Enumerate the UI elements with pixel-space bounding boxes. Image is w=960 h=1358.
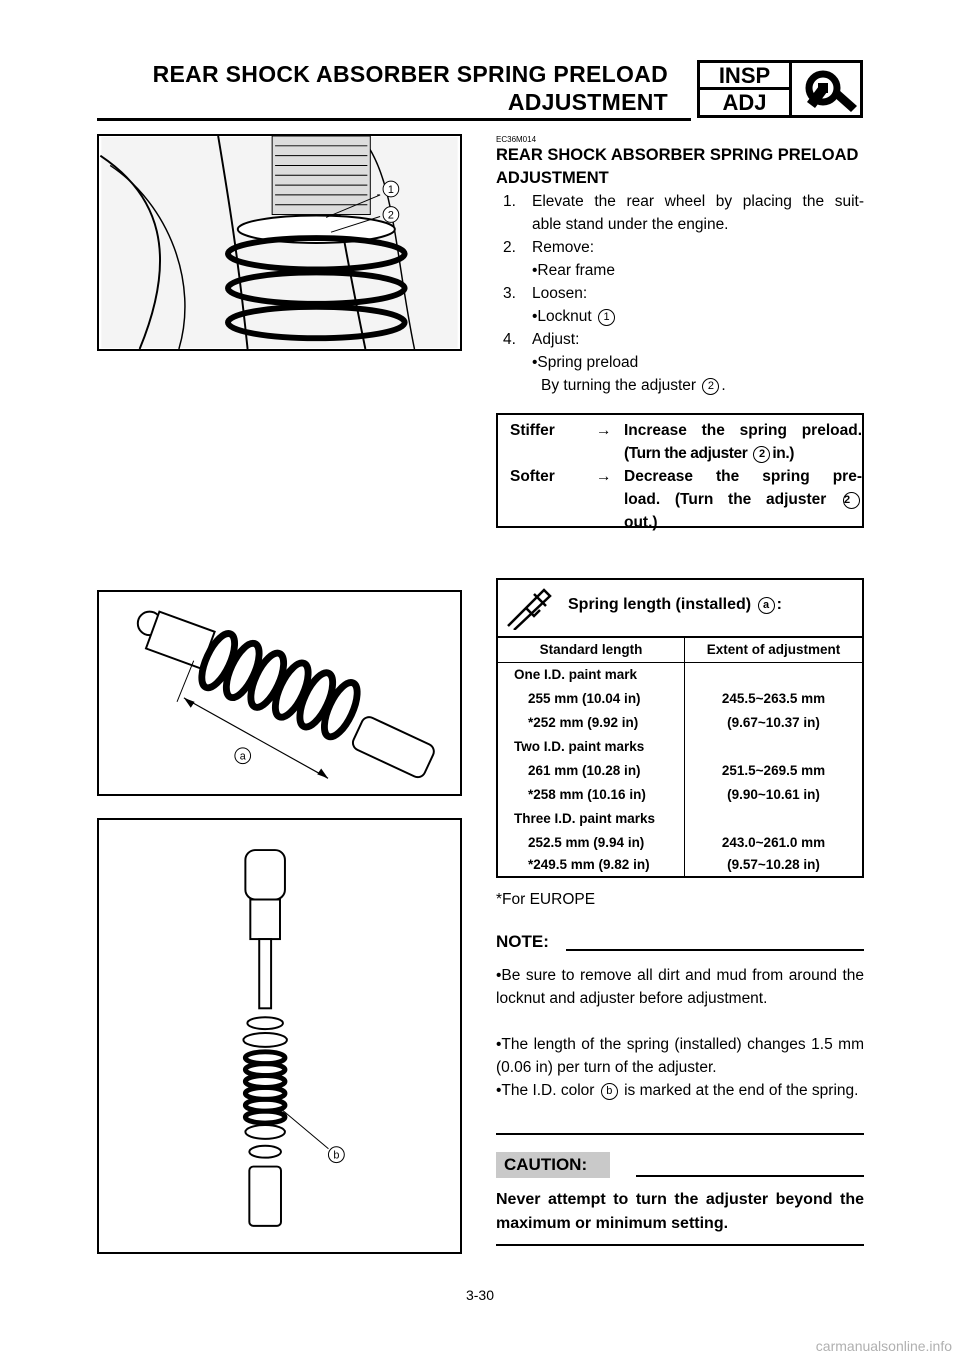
spec-row-left: *249.5 mm (9.82 in) — [528, 857, 650, 872]
page-number: 3-30 — [465, 1287, 495, 1303]
ref-1: 1 — [598, 309, 615, 326]
softer-label: Softer — [510, 468, 555, 485]
step-4-sub2: By turning the adjuster 2 . — [541, 377, 726, 394]
figure-shock-exploded — [97, 818, 462, 1254]
spec-row-left: Three I.D. paint marks — [514, 811, 656, 826]
callout-2: 2 — [387, 209, 394, 222]
callout-b: b — [333, 1149, 340, 1162]
figure-shock-length — [97, 590, 462, 796]
header-rule — [97, 118, 691, 121]
section-title: REAR SHOCK ABSORBER SPRING PRELOAD ADJUSTMENT — [496, 146, 859, 187]
step-2-text: Remove: — [532, 239, 595, 256]
spec-row-left: Two I.D. paint marks — [514, 739, 645, 754]
spec-title: Spring length (installed) a : — [568, 596, 782, 613]
step-4-num: 4. — [503, 331, 516, 348]
spec-row-left: 261 mm (10.28 in) — [528, 763, 641, 778]
header-title-line1: REAR SHOCK ABSORBER SPRING PRELOAD — [152, 61, 668, 87]
softer-desc-3: out.) — [624, 514, 658, 531]
step-3-text: Loosen: — [532, 285, 588, 302]
section-badge — [697, 60, 863, 118]
note-rule — [566, 949, 864, 951]
section-code: EC36M014 — [496, 135, 537, 144]
ref-2: 2 — [702, 378, 719, 395]
caliper-icon — [504, 586, 556, 630]
note-bullet-3: •The I.D. color b is marked at the end of the spring. — [496, 1082, 859, 1099]
spec-row-right: 245.5~263.5 mm — [721, 691, 826, 706]
caution-text: Never attempt to turn the adjuster beyond the maximum or minimum setting. — [496, 1191, 864, 1232]
note-heading: NOTE: — [496, 932, 549, 951]
adjustment-direction-box — [496, 413, 864, 531]
footnote-europe: *For EUROPE — [496, 891, 596, 908]
step-1-text2: able stand under the engine. — [532, 216, 729, 233]
arrow-icon: → — [596, 468, 612, 485]
footer-watermark: carmanualsonline.info — [815, 1338, 952, 1354]
caution-heading: CAUTION: — [496, 1152, 610, 1178]
header-title-line2: ADJUSTMENT — [507, 89, 668, 115]
stiffer-desc-1: Increase the spring preload. — [624, 422, 862, 439]
step-1-num: 1. — [503, 193, 516, 210]
callout-1: 1 — [387, 183, 394, 196]
callout-a: a — [239, 750, 246, 763]
step-3-sub: •Locknut 1 — [532, 305, 617, 328]
spec-row-left: One I.D. paint mark — [514, 667, 638, 682]
note-bullet-2: •The length of the spring (installed) changes 1.5 mm (0.06 in) per turn of the adjuster. — [496, 1036, 864, 1076]
ref-b: b — [601, 1083, 618, 1100]
note-bullet-1: •Be sure to remove all dirt and mud from around the locknut and adjuster before adjustment. — [496, 967, 864, 1007]
spec-row-right: (9.57~10.28 in) — [727, 857, 820, 872]
step-1-text: Elevate the rear wheel by placing the suit- — [532, 193, 864, 210]
step-2-num: 2. — [503, 239, 516, 256]
softer-desc-2: load. (Turn the adjuster 2 — [624, 488, 862, 511]
arrow-icon: → — [596, 422, 612, 439]
spec-row-left: *252 mm (9.92 in) — [528, 715, 639, 730]
spring-length-spec-table — [496, 578, 864, 878]
note-end-rule — [496, 1133, 864, 1135]
spec-row-left: 255 mm (10.04 in) — [528, 691, 641, 706]
spec-row-left: 252.5 mm (9.94 in) — [528, 835, 645, 850]
spec-row-right: 243.0~261.0 mm — [721, 835, 826, 850]
col-extent-adjustment: Extent of adjustment — [706, 642, 841, 657]
step-4-text: Adjust: — [532, 331, 580, 348]
stiffer-desc-2: (Turn the adjuster 2 in.) — [624, 445, 794, 462]
step-4-sub: •Spring preload — [532, 354, 639, 371]
spec-row-right: 251.5~269.5 mm — [721, 763, 826, 778]
badge-insp: INSP — [700, 63, 789, 90]
figure-shock-top — [97, 134, 462, 351]
badge-adj: ADJ — [722, 90, 767, 115]
spec-row-right: (9.67~10.37 in) — [727, 715, 820, 730]
stiffer-label: Stiffer — [510, 422, 555, 439]
col-standard-length: Standard length — [539, 642, 643, 657]
softer-desc-1: Decrease the spring pre- — [624, 468, 862, 485]
caution-end-rule — [496, 1244, 864, 1246]
step-2-sub: •Rear frame — [532, 262, 615, 279]
caution-rule — [636, 1175, 864, 1177]
spec-row-right: (9.90~10.61 in) — [727, 787, 820, 802]
spec-row-left: *258 mm (10.16 in) — [528, 787, 646, 802]
step-3-num: 3. — [503, 285, 516, 302]
wrench-and-spanner-icon — [793, 66, 859, 114]
